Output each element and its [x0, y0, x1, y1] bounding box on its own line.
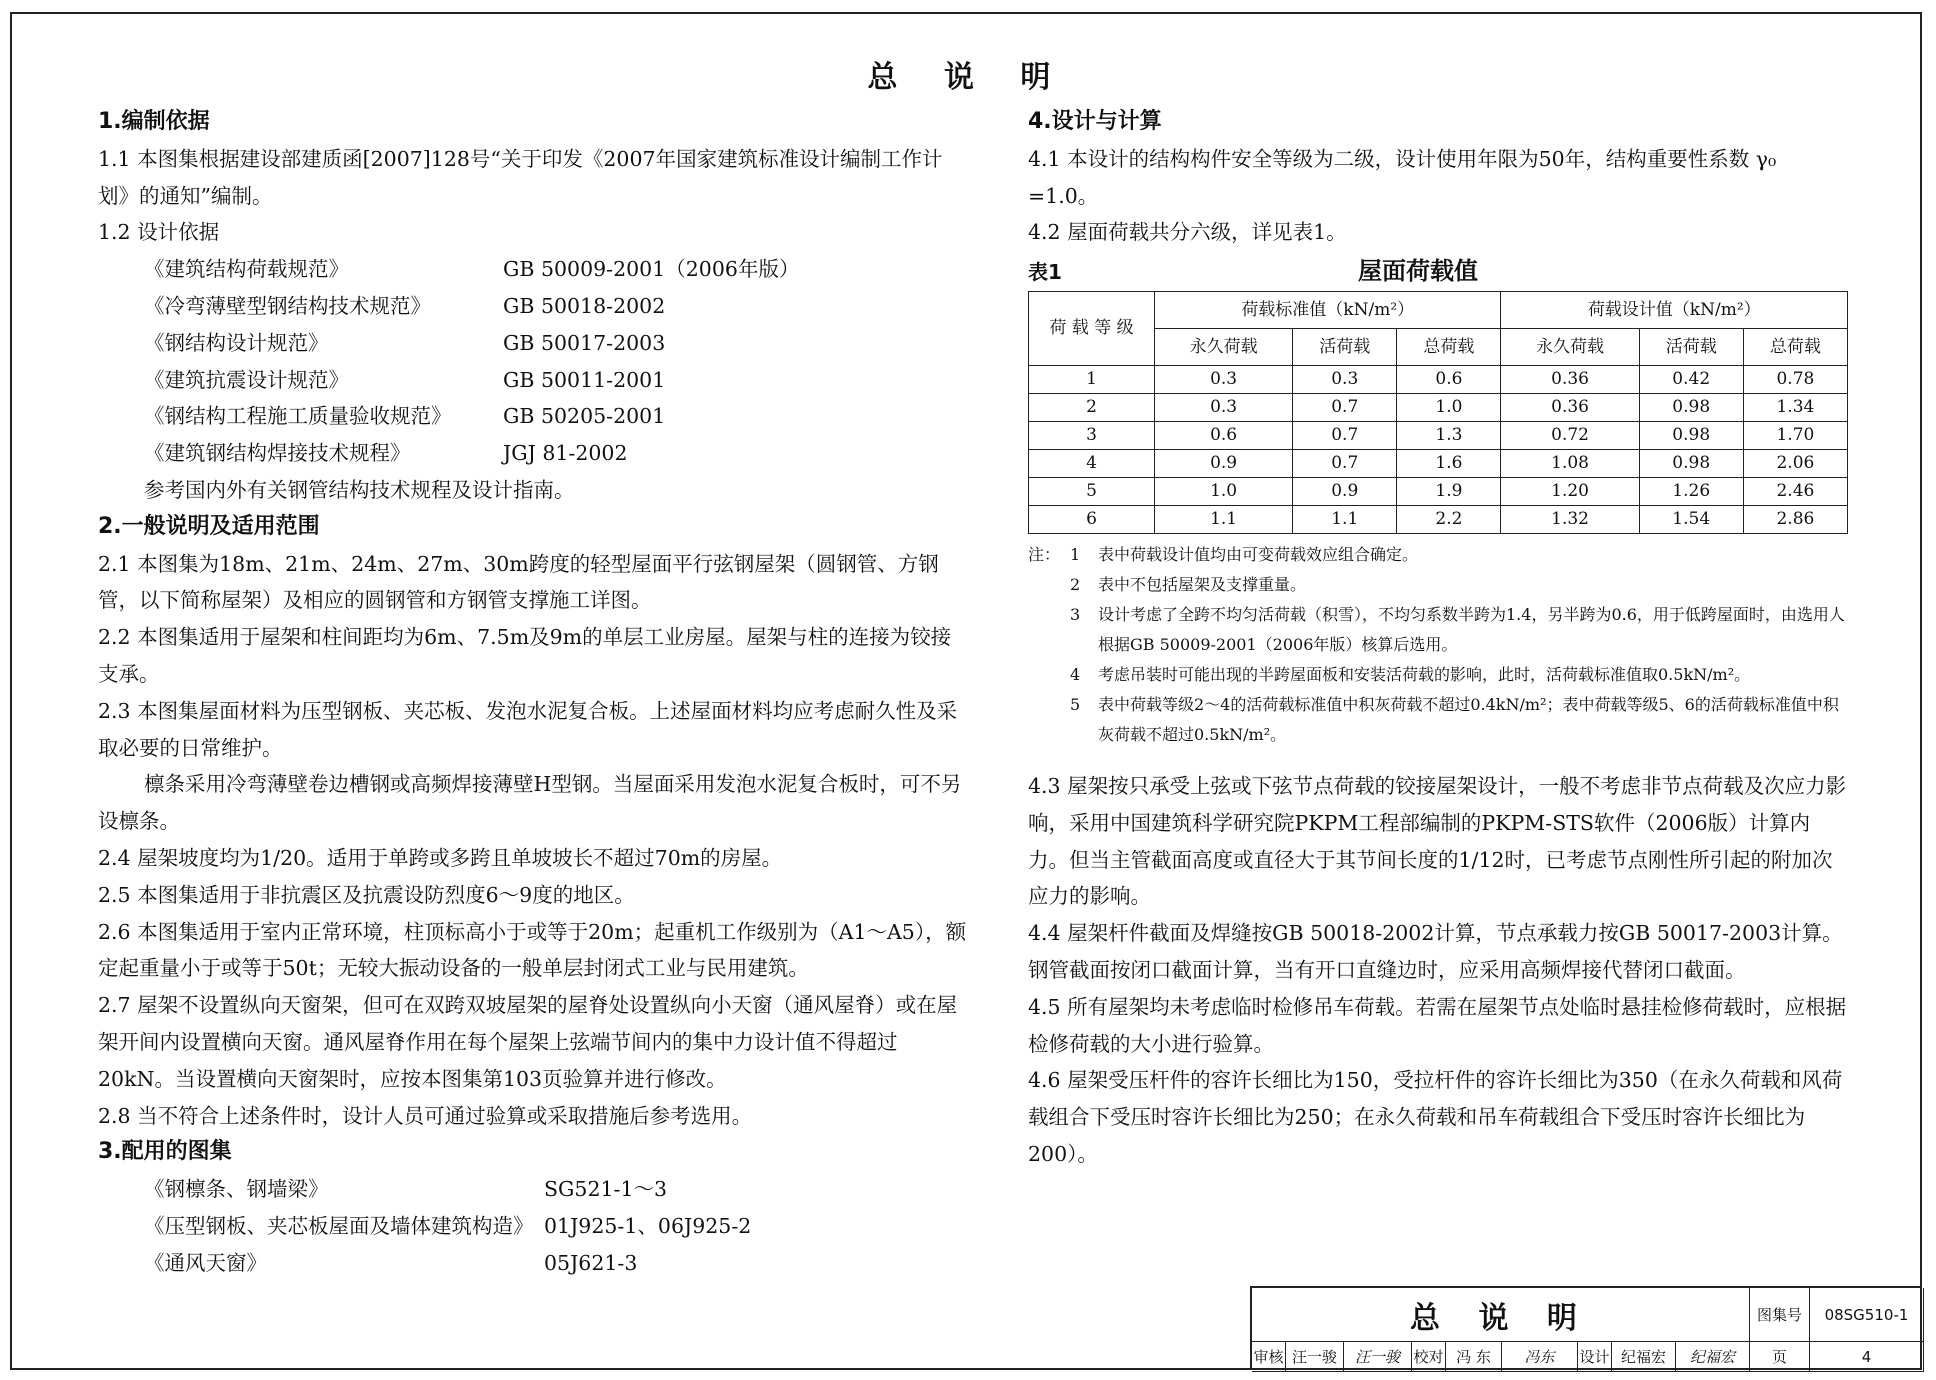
table-caption [1028, 253, 1848, 291]
table-cell: 0.9 [1293, 477, 1397, 505]
table-cell: 0.98 [1639, 393, 1743, 421]
header-standard-value: 荷载标准值（kN/m²） [1155, 291, 1501, 328]
header-design-value: 荷载设计值（kN/m²） [1501, 291, 1848, 328]
subheader: 活荷载 [1293, 328, 1397, 365]
note-item: 4 考虑吊装时可能出现的半跨屋面板和安装活荷载的影响，此时，活荷载标准值取0.5kN/m²。 [1070, 664, 1751, 684]
table-cell: 0.7 [1293, 449, 1397, 477]
page-title: 总 说 明 [867, 60, 1069, 95]
table-row [1029, 365, 1848, 393]
table-cell: 1.0 [1397, 393, 1501, 421]
para-2-6: 2.6 本图集适用于室内正常环境，柱顶标高小于或等于20m；起重机工作级别为（A1～A5），额定起重量小于或等于50t；无较大振动设备的一般单层封闭式工业与民用建筑。 [98, 919, 967, 981]
para-4-4: 4.4 屋架杆件截面及焊缝按GB 50018-2002计算，节点承载力按GB 50017-2003计算。钢管截面按闭口截面计算，当有开口直缝边时，应采用高频焊接代替闭口截面。 [1028, 921, 1843, 982]
atlas-number: 08SG510-1 [1810, 1288, 1924, 1342]
table-row [1029, 505, 1848, 533]
para-1-2: 1.2 设计依据 [98, 220, 220, 245]
page-number: 4 [1810, 1342, 1924, 1372]
left-column [98, 104, 968, 1282]
subheader: 总荷载 [1397, 328, 1501, 365]
table-cell: 1.34 [1743, 393, 1847, 421]
table-cell: 0.3 [1155, 365, 1293, 393]
roof-load-table [1028, 291, 1848, 534]
table-cell: 1.0 [1155, 477, 1293, 505]
para-4-3: 4.3 屋架按只承受上弦或下弦节点荷载的铰接屋架设计，一般不考虑非节点荷载及次应力影响，采用中国建筑科学研究院PKPM工程部编制的PKPM-STS软件（2006版）计算内力。但当主管截面高度或直径大于其节间长度的1/12时，已考虑节点刚性所引起的附加次应力的影响。 [1028, 773, 1847, 909]
table-row [1029, 393, 1848, 421]
standard-ref-row: 《建筑抗震设计规范》 GB 50011-2001 [144, 367, 666, 392]
table-cell: 0.36 [1501, 393, 1639, 421]
section-1-heading: 1.编制依据 [98, 109, 210, 134]
section-2-heading: 2.一般说明及适用范围 [98, 513, 320, 539]
table-cell: 1.1 [1293, 505, 1397, 533]
para-2-5: 2.5 本图集适用于非抗震区及抗震设防烈度6～9度的地区。 [98, 882, 635, 907]
subheader: 永久荷载 [1155, 328, 1293, 365]
para-2-3-purlin: 檩条采用冷弯薄壁卷边槽钢或高频焊接薄壁H型钢。当屋面采用发泡水泥复合板时，可不另设檩条。 [98, 772, 962, 834]
right-column [1028, 104, 1848, 1173]
table-cell: 1.32 [1501, 505, 1639, 533]
para-4-1: 4.1 本设计的结构构件安全等级为二级，设计使用年限为50年，结构重要性系数 γ₀ =1.0。 [1028, 146, 1777, 208]
table-cell: 0.7 [1293, 421, 1397, 449]
table-cell: 0.3 [1293, 365, 1397, 393]
table-cell: 6 [1029, 505, 1155, 533]
table-cell: 1.9 [1397, 477, 1501, 505]
atlas-ref-row: 《钢檩条、钢墙梁》 SG521-1～3 [144, 1177, 668, 1202]
checker-signature: 冯东 [1502, 1342, 1578, 1372]
para-2-2: 2.2 本图集适用于屋架和柱间距均为6m、7.5m及9m的单层工业房屋。屋架与柱的连接为铰接支承。 [98, 625, 952, 686]
table-cell: 2 [1029, 393, 1155, 421]
table-cell: 1.70 [1743, 421, 1847, 449]
table-cell: 3 [1029, 421, 1155, 449]
section-3-heading: 3.配用的图集 [98, 1139, 232, 1165]
para-1-1: 1.1 本图集根据建设部建质函[2007]128号“关于印发《2007年国家建筑标准设计编制工作计划》的通知”编制。 [98, 146, 943, 208]
standard-ref-row: 《钢结构设计规范》 GB 50017-2003 [144, 330, 666, 355]
table-cell: 0.98 [1639, 421, 1743, 449]
para-1-reference: 参考国内外有关钢管结构技术规程及设计指南。 [144, 477, 575, 502]
table-cell: 1.08 [1501, 449, 1639, 477]
table-cell: 4 [1029, 449, 1155, 477]
table-cell: 0.6 [1155, 421, 1293, 449]
table-cell: 0.36 [1501, 365, 1639, 393]
review-label: 审核 [1252, 1342, 1286, 1372]
table-cell: 2.86 [1743, 505, 1847, 533]
note-item: 3 设计考虑了全跨不均匀活荷载（积雪），不均匀系数半跨为1.4，另半跨为0.6，用于低跨屋面时，由选用人根据GB 50009-2001（2006年版）核算后选用。 [1070, 604, 1845, 654]
table-cell: 0.6 [1397, 365, 1501, 393]
table-cell: 0.7 [1293, 393, 1397, 421]
table-cell: 0.42 [1639, 365, 1743, 393]
title-block [1250, 1286, 1922, 1370]
table-cell: 0.9 [1155, 449, 1293, 477]
atlas-ref-row: 《通风天窗》 05J621-3 [144, 1250, 638, 1275]
subheader: 总荷载 [1743, 328, 1847, 365]
table-cell: 1.20 [1501, 477, 1639, 505]
reviewer-name: 汪一骏 [1286, 1342, 1344, 1372]
note-item: 注： 1 表中荷载设计值均由可变荷载效应组合确定。 [1028, 544, 1419, 564]
para-2-4: 2.4 屋架坡度均为1/20。适用于单跨或多跨且单坡坡长不超过70m的房屋。 [98, 845, 783, 870]
table-row [1029, 449, 1848, 477]
table-cell: 0.78 [1743, 365, 1847, 393]
para-4-5: 4.5 所有屋架均未考虑临时检修吊车荷载。若需在屋架节点处临时悬挂检修荷载时，应根据检修荷载的大小进行验算。 [1028, 994, 1847, 1056]
atlas-ref-row: 《压型钢板、夹芯板屋面及墙体建筑构造》 01J925-1、06J925-2 [144, 1213, 752, 1238]
designer-name: 纪福宏 [1612, 1342, 1676, 1372]
table-cell: 0.98 [1639, 449, 1743, 477]
standard-ref-row: 《钢结构工程施工质量验收规范》 GB 50205-2001 [144, 404, 666, 429]
para-2-8: 2.8 当不符合上述条件时，设计人员可通过验算或采取措施后参考选用。 [98, 1103, 753, 1128]
reviewer-signature: 汪一骏 [1344, 1342, 1412, 1372]
subheader: 活荷载 [1639, 328, 1743, 365]
table-cell: 1.3 [1397, 421, 1501, 449]
para-2-3: 2.3 本图集屋面材料为压型钢板、夹芯板、发泡水泥复合板。上述屋面材料均应考虑耐久性及采取必要的日常维护。 [98, 698, 958, 760]
check-label: 校对 [1412, 1342, 1446, 1372]
table-cell: 1.6 [1397, 449, 1501, 477]
para-2-1: 2.1 本图集为18m、21m、24m、27m、30m跨度的轻型屋面平行弦钢屋架（圆钢管、方钢管，以下简称屋架）及相应的圆钢管和方钢管支撑施工详图。 [98, 551, 939, 613]
table-notes [1028, 540, 1848, 750]
standard-ref-row: 《建筑结构荷载规范》 GB 50009-2001（2006年版） [144, 257, 800, 282]
table-cell: 2.2 [1397, 505, 1501, 533]
table-cell: 2.06 [1743, 449, 1847, 477]
table-cell: 1 [1029, 365, 1155, 393]
table-title: 屋面荷载值 [1358, 257, 1478, 286]
para-2-7: 2.7 屋架不设置纵向天窗架，但可在双跨双坡屋架的屋脊处设置纵向小天窗（通风屋脊）或在屋架开间内设置横向天窗。通风屋脊作用在每个屋架上弦端节间内的集中力设计值不得超过20kN。当设置横向天窗架时，应按本图集第103页验算并进行修改。 [98, 993, 958, 1091]
header-load-grade: 荷 载 等 级 [1029, 291, 1155, 365]
para-4-2: 4.2 屋面荷载共分六级，详见表1。 [1028, 220, 1347, 245]
note-item: 2 表中不包括屋架及支撑重量。 [1070, 574, 1307, 594]
page-label: 页 [1750, 1342, 1810, 1372]
designer-signature: 纪福宏 [1676, 1342, 1750, 1372]
section-4-heading: 4.设计与计算 [1028, 109, 1162, 134]
atlas-number-label: 图集号 [1750, 1288, 1810, 1342]
title-block-title: 总 说 明 [1252, 1288, 1750, 1342]
table-cell: 0.72 [1501, 421, 1639, 449]
table-row [1029, 477, 1848, 505]
para-4-6: 4.6 屋架受压杆件的容许长细比为150，受拉杆件的容许长细比为350（在永久荷载和风荷载组合下受压时容许长细比为250；在永久荷载和吊车荷载组合下受压时容许长细比为200）。 [1028, 1068, 1843, 1166]
table-cell: 1.54 [1639, 505, 1743, 533]
table-cell: 0.3 [1155, 393, 1293, 421]
table-row [1029, 421, 1848, 449]
design-label: 设计 [1578, 1342, 1612, 1372]
checker-name: 冯 东 [1446, 1342, 1502, 1372]
subheader: 永久荷载 [1501, 328, 1639, 365]
table-cell: 5 [1029, 477, 1155, 505]
note-item: 5 表中荷载等级2～4的活荷载标准值中积灰荷载不超过0.4kN/m²；表中荷载等级5、6的活荷载标准值中积灰荷载不超过0.5kN/m²。 [1070, 694, 1839, 744]
table-cell: 1.1 [1155, 505, 1293, 533]
table-number: 表1 [1028, 260, 1062, 285]
standard-ref-row: 《冷弯薄壁型钢结构技术规范》 GB 50018-2002 [144, 293, 666, 318]
standard-ref-row: 《建筑钢结构焊接技术规程》 JGJ 81-2002 [144, 441, 628, 466]
table-cell: 1.26 [1639, 477, 1743, 505]
table-cell: 2.46 [1743, 477, 1847, 505]
